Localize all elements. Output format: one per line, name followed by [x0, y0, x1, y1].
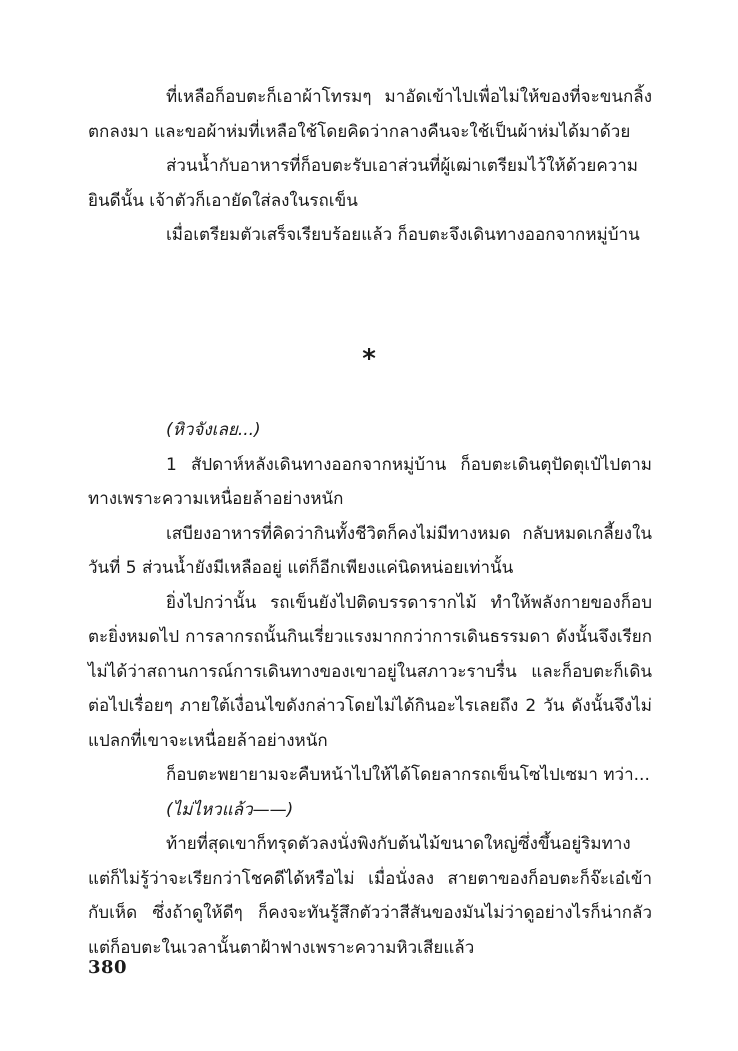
paragraph: ก็อบตะพยายามจะคืบหน้าไปให้ได้โดยลากรถเข็นโซไปเซมา ทว่า...	[166, 765, 650, 785]
paragraph: ยิ่งไปกว่านั้น รถเข็นยังไปติดบรรดารากไม้ ทำให้พลังกายของก็อบตะยิ่งหมดไป การลากรถนั้นกินเรี่ยวแรงมากกว่าการเดินธรรมดา ดังนั้นจึงเรียกไม่ได้ว่าสถานการณ์การเดินทางของเขาอยู่ในสภาวะราบรื่น และก็อบตะก็เดินต่อไปเรื่อยๆ ภายใต้เงื่อนไขดังกล่าวโดยไม่ได้กินอะไรเลยถึง 2 วัน ดังนั้นจึงไม่แปลกที่เขาจะเหนื่อยล้าอย่างหนัก	[88, 592, 652, 751]
scene-break-asterisk: *	[362, 344, 376, 374]
inner-thought: (หิวจังเลย...)	[166, 420, 261, 440]
paragraph: ท้ายที่สุดเขาก็ทรุดตัวลงนั่งพิงกับต้นไม้ขนาดใหญ่ซึ่งขึ้นอยู่ริมทางแต่ก็ไม่รู้ว่าจะเรียกว่าโชคดีได้หรือไม่ เมื่อนั่งลง สายตาของก็อบตะก็จ๊ะเอ๋เข้ากับเห็ด ซึ่งถ้าดูให้ดีๆ ก็คงจะทันรู้สึกตัวว่าสีสันของมันไม่ว่าดูอย่างไรก็น่ากลัว แต่ก็อบตะในเวลานั้นตาฝ้าฟางเพราะความหิวเสียแล้ว	[88, 834, 652, 958]
page-number: 380	[88, 957, 128, 978]
paragraph: เสบียงอาหารที่คิดว่ากินทั้งชีวิตก็คงไม่มีทางหมด กลับหมดเกลี้ยงในวันที่ 5 ส่วนน้ำยังมีเหลืออยู่ แต่ก็อีกเพียงแค่นิดหน่อยเท่านั้น	[88, 523, 652, 578]
inner-thought: (ไม่ไหวแล้ว——)	[166, 799, 294, 820]
paragraph: ที่เหลือก็อบตะก็เอาผ้าโทรมๆ มาอัดเข้าไปเพื่อไม่ให้ของที่จะขนกลิ้งตกลงมา และขอผ้าห่มที่เหลือใช้โดยคิดว่ากลางคืนจะใช้เป็นผ้าห่มได้มาด้วย	[88, 87, 652, 142]
section-two	[88, 413, 652, 965]
paragraph: ส่วนน้ำกับอาหารที่ก็อบตะรับเอาส่วนที่ผู้เฒ่าเตรียมไว้ให้ด้วยความยินดีนั้น เจ้าตัวก็เอายัดใส่ลงในรถเข็น	[88, 156, 638, 211]
paragraph: 1 สัปดาห์หลังเดินทางออกจากหมู่บ้าน ก็อบตะเดินตุปัดตุเป๋ไปตามทางเพราะความเหนื่อยล้าอย่างหนัก	[88, 454, 652, 509]
paragraph: เมื่อเตรียมตัวเสร็จเรียบร้อยแล้ว ก็อบตะจึงเดินทางออกจากหมู่บ้าน	[166, 225, 640, 245]
section-one	[88, 80, 652, 253]
